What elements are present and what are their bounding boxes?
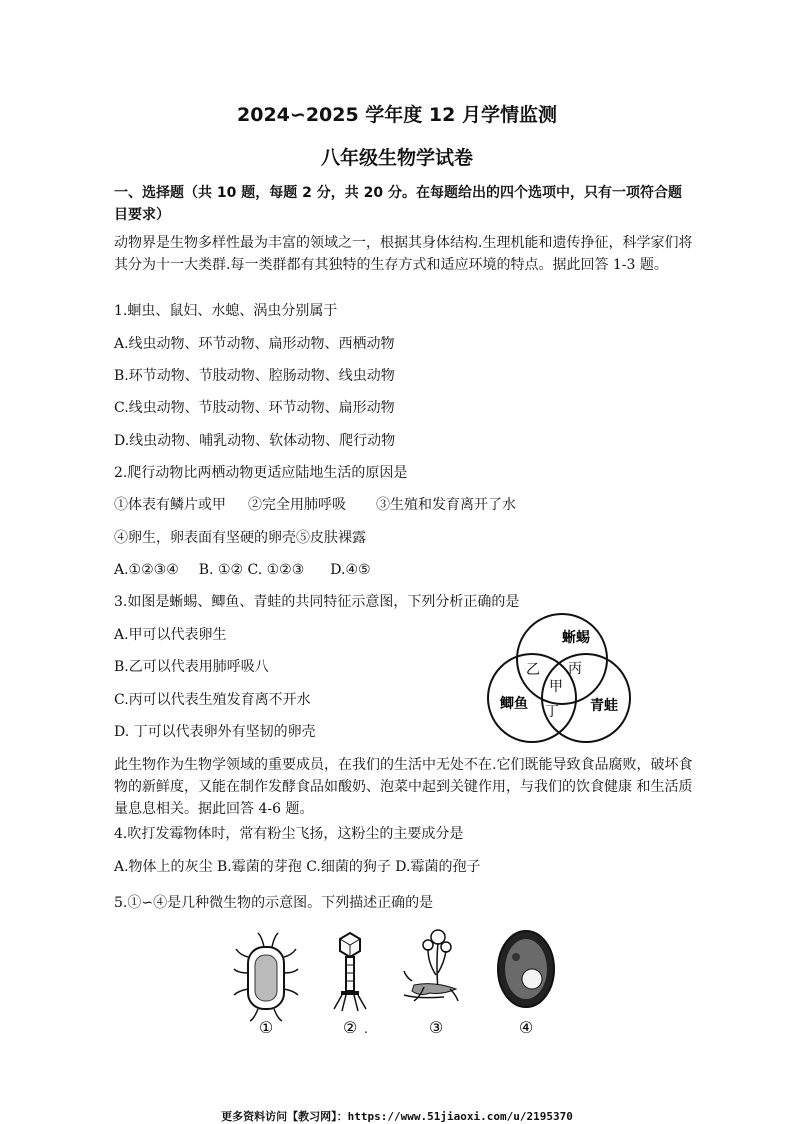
intro-paragraph-1: 动物界是生物多样性最为丰富的领域之一，根据其身体结构.生理机能和遗传挣征，科学家们将其分为十一大类群.每一类群都有其独特的生存方式和适应环境的特点。据此回答 1-3 题。 <box>114 235 693 273</box>
q2-option-a: A.①②③④ <box>114 562 179 578</box>
q2-statements-row1 <box>114 495 516 515</box>
q3-option-d: D. 丁可以代表卵外有坚韧的卵壳 <box>114 724 316 740</box>
microbe-label-2: ② <box>342 1018 358 1037</box>
yeast-illustration <box>498 931 554 1007</box>
q4-stem: 4.吹打发霉物体时，常有粉尘飞扬，这粉尘的主要成分是 <box>114 826 464 842</box>
q2-statements-row2: ④卵生，卵表面有坚硬的卵壳⑤皮肤裸露 <box>114 530 366 546</box>
q3-stem: 3.如图是蜥蜴、鲫鱼、青蛙的共同特征示意图，下列分析正确的是 <box>114 594 520 610</box>
q2-statement-3: ③生殖和发育离开了水 <box>376 497 516 513</box>
exam-title: 2024∽2025 学年度 12 月学情监测 <box>237 104 557 126</box>
q1-stem: 1.蛔虫、鼠妇、水螅、涡虫分别属于 <box>114 303 338 319</box>
microbe-figure <box>228 925 580 1040</box>
q2-option-bc: B. ①② C. ①②③ <box>198 562 305 578</box>
microbe-label-3: ③ <box>428 1018 444 1037</box>
venn-region-ding: 丁 <box>545 704 559 720</box>
venn-label-fish: 鲫鱼 <box>500 696 528 712</box>
microbe-label-4: ④ <box>518 1018 534 1037</box>
q2-options <box>114 560 371 580</box>
q5-stem: 5.①∽④是几种微生物的示意图。下列描述正确的是 <box>114 895 434 911</box>
section-heading: 一、选择题（共 10 题，每题 2 分，共 20 分。在每题给出的四个选项中，只有一项符合题目要求） <box>114 185 682 223</box>
bacterium-illustration <box>234 933 298 1021</box>
footer-link[interactable]: 更多资料访问【教习网】：https://www.51jiaoxi.com/u/2195370 <box>221 1110 573 1123</box>
q1-option-d: D.线虫动物、哺乳动物、软体动物、爬行动物 <box>114 433 396 449</box>
venn-region-bing: 丙 <box>568 661 582 677</box>
q2-statement-1: ①体表有鳞片或甲 <box>114 497 226 513</box>
q2-statement-2: ②完全用肺呼吸 <box>248 497 346 513</box>
q2-stem: 2.爬行动物比两栖动物更适应陆地生活的原因是 <box>114 465 408 481</box>
q1-option-b: B.环节动物、节肢动物、腔肠动物、线虫动物 <box>114 368 395 384</box>
q2-option-d: D.④⑤ <box>330 562 371 578</box>
venn-label-lizard: 蜥蜴 <box>562 630 590 646</box>
venn-region-jia: 甲 <box>549 679 563 695</box>
q1-option-a: A.线虫动物、环节动物、扁形动物、西栖动物 <box>114 336 395 352</box>
q1-option-c: C.线虫动物、节肢动物、环节动物、扁形动物 <box>114 400 395 416</box>
exam-subtitle: 八年级生物学试卷 <box>320 147 473 169</box>
q3-option-b: B.乙可以代表用肺呼吸八 <box>114 659 269 675</box>
virus-illustration <box>334 933 366 1011</box>
microbe-label-1: ① <box>258 1018 274 1037</box>
q3-option-c: C.丙可以代表生殖发育离不开水 <box>114 692 311 708</box>
mold-illustration <box>404 930 458 1001</box>
q4-options: A.物体上的灰尘 B.霉菌的芽孢 C.细菌的狗子 D.霉菌的孢子 <box>114 859 481 875</box>
intro-paragraph-2: 此生物作为生物学领域的重要成员，在我们的生活中无处不在.它们既能导致食品腐败，破坏食物的新鲜度，又能在制作发酵食品如酸奶、泡菜中起到关键作用，与我们的饮食健康 和生活质量息息相关。据此回答 4-6 题。 <box>114 757 693 817</box>
venn-diagram <box>484 612 634 744</box>
svg-text:.: . <box>364 1022 368 1036</box>
q3-option-a: A.甲可以代表卵生 <box>114 627 227 643</box>
venn-label-frog: 青蛙 <box>590 698 618 714</box>
venn-region-yi: 乙 <box>526 662 540 678</box>
